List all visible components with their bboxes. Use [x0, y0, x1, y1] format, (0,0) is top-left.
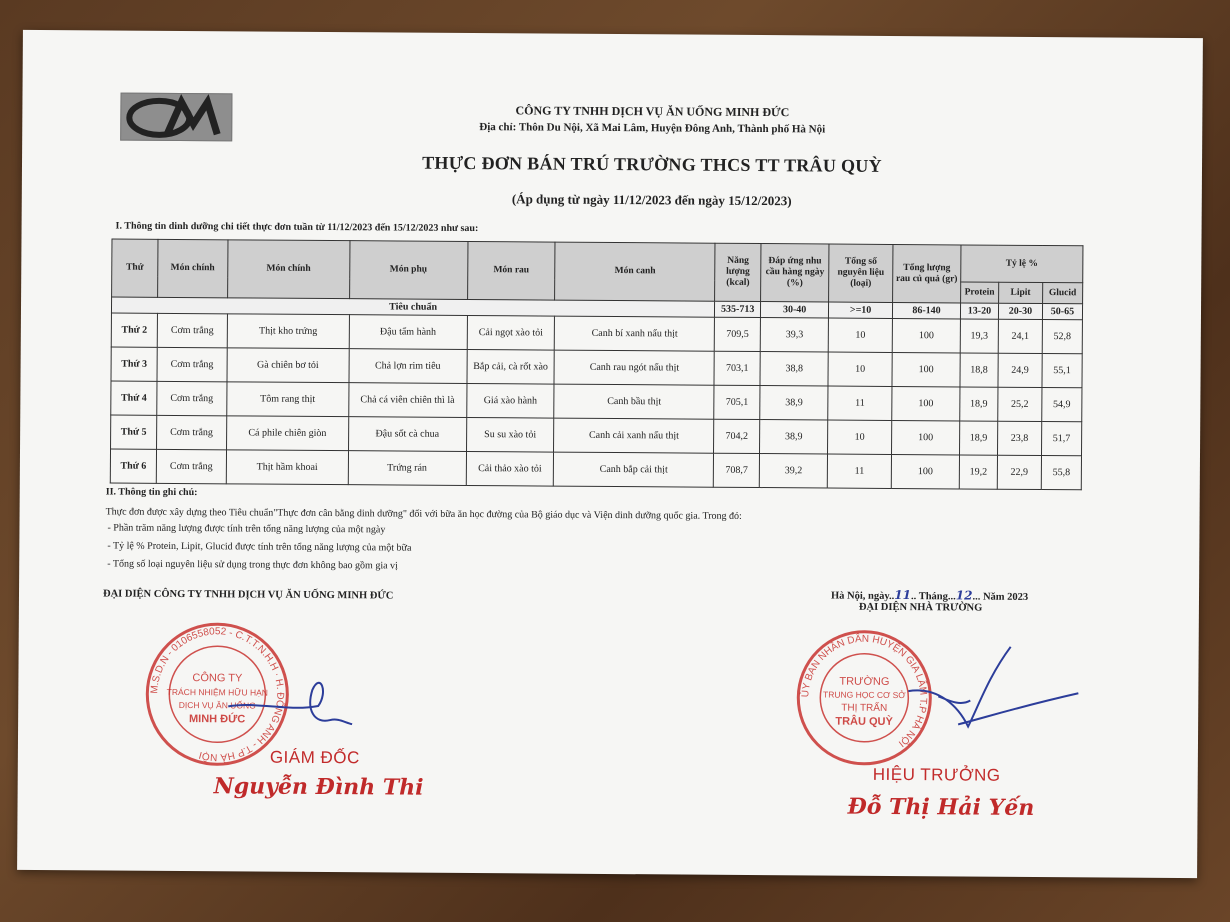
cell-protein: 19,2 — [959, 455, 997, 489]
cell-energy: 705,1 — [714, 385, 760, 419]
cell-lipit: 25,2 — [998, 387, 1042, 421]
cell-glucid: 55,8 — [1041, 456, 1081, 490]
cell-soup: Canh cải xanh nấu thịt — [554, 418, 714, 453]
header-soup: Món canh — [555, 242, 715, 301]
school-stamp-line: TRƯỜNG — [839, 675, 890, 688]
cell-side: Đậu tẩm hành — [349, 315, 467, 350]
cell-lipit: 24,1 — [998, 319, 1042, 353]
cell-energy: 704,2 — [714, 419, 760, 453]
cell-lipit: 22,9 — [997, 455, 1041, 489]
cell-energy: 709,5 — [714, 317, 760, 351]
director-signature — [218, 661, 359, 742]
document-title: THỰC ĐƠN BÁN TRÚ TRƯỜNG THCS TT TRÂU QUỲ — [422, 152, 882, 176]
director-name: Nguyễn Đình Thi — [213, 773, 424, 801]
cell-main1: Cơm trắng — [157, 381, 227, 415]
note-intro: Thực đơn được xây dựng theo Tiêu chuẩn"Thực đơn cân bằng dinh dưỡng" đối với bữa ăn học đường của Bộ giáo dục và Viện dinh dưỡng quốc gia. Trong đó: — [105, 506, 742, 522]
school-stamp-line: TRUNG HỌC CƠ SỞ — [823, 689, 906, 701]
standard-protein: 13-20 — [960, 303, 998, 319]
date-year: Năm 2023 — [982, 591, 1029, 603]
school-representative-label: ĐẠI DIỆN NHÀ TRƯỜNG — [858, 601, 983, 614]
cell-main1: Cơm trắng — [157, 347, 227, 381]
cell-side: Chả cá viên chiên thì là — [348, 383, 466, 418]
table-row — [110, 449, 1081, 490]
cell-lipit: 24,9 — [998, 353, 1042, 387]
cell-ingredients: 10 — [828, 318, 892, 352]
cell-glucid: 52,8 — [1042, 320, 1082, 354]
standard-label: Tiêu chuẩn — [111, 297, 714, 317]
cell-side: Đậu sốt cà chua — [348, 417, 466, 452]
header-vegetables: Tổng lượng rau củ quả (gr) — [893, 244, 961, 302]
header-glucid: Glucid — [1042, 283, 1082, 304]
standard-vegetables: 86-140 — [892, 302, 960, 318]
header-main2: Món chính — [227, 240, 349, 299]
company-address: Địa chỉ: Thôn Du Nội, Xã Mai Lâm, Huyện Đông Anh, Thành phố Hà Nội — [479, 121, 826, 136]
principal-name: Đỗ Thị Hải Yến — [847, 793, 1035, 821]
cell-day: Thứ 3 — [111, 347, 157, 381]
cell-protein: 18,9 — [960, 387, 998, 421]
company-stamp-line: MINH ĐỨC — [189, 713, 246, 726]
cell-daily: 38,9 — [760, 386, 828, 420]
cell-lipit: 23,8 — [997, 421, 1041, 455]
principal-signature — [898, 636, 1089, 747]
cell-ingredients: 11 — [827, 454, 891, 488]
cell-side: Chả lợn rim tiêu — [349, 349, 467, 384]
cell-ingredients: 10 — [828, 352, 892, 386]
header-day: Thứ — [112, 239, 158, 297]
principal-title: HIỆU TRƯỞNG — [872, 764, 1001, 785]
cell-vegetables: 100 — [892, 352, 960, 386]
header-main1: Món chính — [158, 239, 228, 297]
header-ingredients: Tổng số nguyên liệu (loại) — [829, 244, 893, 302]
cell-main1: Cơm trắng — [156, 449, 226, 483]
cell-veg: Giá xào hành — [466, 383, 554, 418]
standard-energy: 535-713 — [715, 301, 761, 317]
cell-daily: 38,8 — [760, 352, 828, 386]
standard-glucid: 50-65 — [1042, 304, 1082, 320]
cell-glucid: 55,1 — [1042, 354, 1082, 388]
company-stamp-ring: M.S.D.N - 0106558052 - C.T.T.N.H.H · H. ĐÔNG ANH - T.P HÀ NỘI — [149, 626, 286, 763]
cell-daily: 39,2 — [759, 454, 827, 488]
director-title: GIÁM ĐỐC — [269, 747, 360, 768]
cell-main2: Tôm rang thịt — [227, 382, 349, 417]
menu-table — [110, 239, 1084, 491]
date-day: 11 — [894, 587, 912, 603]
cell-side: Trứng rán — [348, 451, 466, 486]
cell-vegetables: 100 — [892, 386, 960, 420]
section1-heading: I. Thông tin dinh dưỡng chi tiết thực đơn tuần từ 11/12/2023 đến 15/12/2023 như sau: — [115, 220, 479, 235]
company-stamp-line: DỊCH VỤ ĂN UỐNG — [178, 699, 256, 711]
date-prefix: Hà Nội, ngày — [830, 590, 890, 602]
cell-veg: Su su xào tỏi — [466, 417, 554, 452]
document-period: (Áp dụng từ ngày 11/12/2023 đến ngày 15/12/2023) — [511, 191, 792, 209]
cell-day: Thứ 5 — [111, 415, 157, 449]
cell-protein: 19,3 — [960, 319, 998, 353]
note-item: - Tổng số loại nguyên liệu sử dụng trong thực đơn không bao gồm gia vị — [107, 558, 398, 572]
section2-heading: II. Thông tin ghi chú: — [105, 486, 198, 499]
standard-daily: 30-40 — [761, 302, 829, 318]
header-daily: Đáp ứng nhu cầu hàng ngày (%) — [761, 244, 829, 302]
header-ratio: Tỷ lệ % — [961, 245, 1083, 283]
cell-glucid: 51,7 — [1041, 422, 1081, 456]
cell-daily: 38,9 — [760, 420, 828, 454]
cell-main2: Thịt kho trứng — [227, 314, 349, 349]
header-side: Món phụ — [349, 241, 467, 300]
header-lipit: Lipit — [999, 282, 1043, 303]
cell-soup: Canh bí xanh nấu thịt — [555, 316, 715, 351]
cell-ingredients: 11 — [828, 386, 892, 420]
note-item: - Tỷ lệ % Protein, Lipit, Glucid được tính trên tổng năng lượng của một bữa — [107, 540, 412, 554]
company-representative-label: ĐẠI DIỆN CÔNG TY TNHH DỊCH VỤ ĂN UỐNG MINH ĐỨC — [102, 588, 394, 602]
company-name: CÔNG TY TNHH DỊCH VỤ ĂN UỐNG MINH ĐỨC — [515, 103, 790, 120]
cell-veg: Cải ngọt xào tỏi — [467, 315, 555, 350]
note-item: - Phần trăm năng lượng được tính trên tổng năng lượng của một ngày — [107, 522, 386, 536]
school-stamp-line: THỊ TRẤN — [841, 702, 888, 714]
standard-ingredients: >=10 — [829, 302, 893, 318]
signature-date: Hà Nội, ngày..11.. Tháng...12... Năm 2023 — [830, 587, 1029, 603]
cell-main1: Cơm trắng — [156, 415, 226, 449]
standard-lipit: 20-30 — [998, 303, 1042, 319]
date-month: 12 — [955, 588, 973, 603]
cell-soup: Canh rau ngót nấu thịt — [554, 350, 714, 385]
header-energy: Năng lượng (kcal) — [715, 243, 761, 301]
cell-ingredients: 10 — [828, 420, 892, 454]
cell-day: Thứ 2 — [111, 313, 157, 347]
cell-soup: Canh bầu thịt — [554, 384, 714, 419]
cell-day: Thứ 4 — [111, 381, 157, 415]
cell-soup: Canh bắp cải thịt — [554, 452, 714, 487]
cell-glucid: 54,9 — [1042, 388, 1082, 422]
date-month-label: Tháng — [918, 591, 948, 603]
cell-protein: 18,9 — [959, 421, 997, 455]
cell-daily: 39,3 — [760, 318, 828, 352]
cell-veg: Bắp cải, cà rốt xào — [467, 349, 555, 384]
cell-protein: 18,8 — [960, 353, 998, 387]
school-stamp-line: TRÂU QUỲ — [835, 715, 893, 728]
cell-main2: Gà chiên bơ tỏi — [227, 348, 349, 383]
cell-veg: Cải thảo xào tỏi — [466, 451, 554, 486]
cell-vegetables: 100 — [892, 318, 960, 352]
cell-day: Thứ 6 — [110, 449, 156, 483]
cell-main1: Cơm trắng — [157, 313, 227, 347]
document-page — [17, 30, 1203, 878]
header-protein: Protein — [961, 282, 999, 303]
cell-energy: 708,7 — [713, 453, 759, 487]
cell-energy: 703,1 — [714, 351, 760, 385]
company-stamp-line: TRÁCH NHIỆM HỮU HẠN — [166, 686, 268, 698]
cell-main2: Thịt hầm khoai — [226, 450, 348, 485]
cell-vegetables: 100 — [891, 454, 959, 488]
cell-main2: Cá phile chiên giòn — [226, 416, 348, 451]
cell-vegetables: 100 — [892, 420, 960, 454]
school-stamp-ring: ỦY BAN NHÂN DÂN HUYỆN GIA LÂM T.P HÀ NỘI — [800, 633, 929, 749]
company-logo — [120, 93, 232, 142]
company-stamp-line: CÔNG TY — [192, 672, 243, 685]
header-veg: Món rau — [467, 242, 555, 301]
